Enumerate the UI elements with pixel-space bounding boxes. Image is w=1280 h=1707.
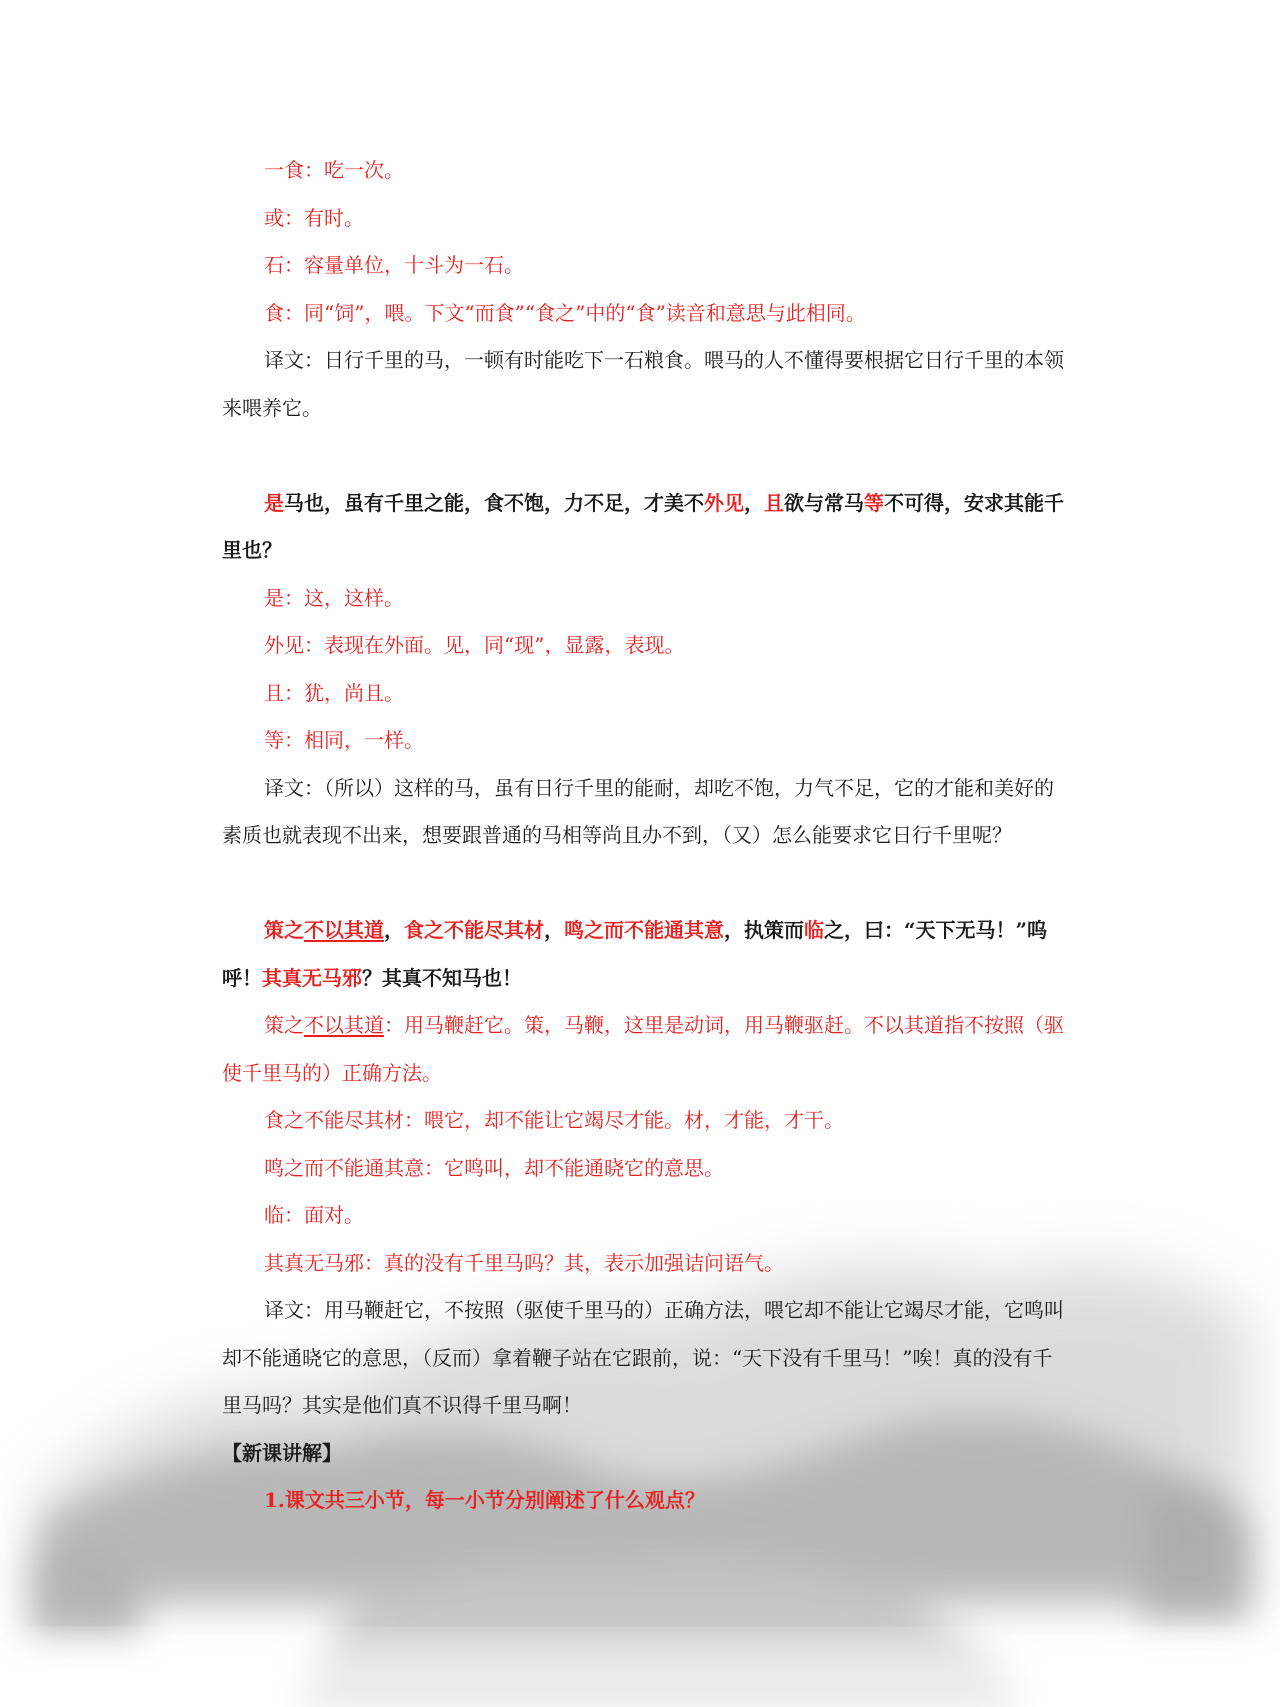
section-heading: 【新课讲解】 bbox=[222, 1440, 342, 1465]
note-term: 食 bbox=[264, 300, 284, 325]
document-page bbox=[222, 147, 1064, 1525]
translation-paragraph: 译文：用马鞭赶它，不按照（驱使千里马的）正确方法，喂它却不能让它竭尽才能，它鸣叫却不能通晓它的意思，（反而）拿着鞭子站在它跟前，说：“天下没有千里马！”唉！真的没有千里马吗？其实是他们真不识得千里马啊！ bbox=[222, 1298, 1064, 1417]
highlight-word: 其真无马邪 bbox=[262, 965, 362, 990]
note-item: 一食：吃一次。 bbox=[264, 158, 404, 182]
note-item: 外见：表现在外面。见，同“现”，显露，表现。 bbox=[264, 633, 685, 657]
note-definition: ：面对。 bbox=[284, 1203, 364, 1227]
note-term: 不以其道 bbox=[304, 1013, 384, 1037]
note-definition: ：用马鞭赶它。策，马鞭，这里是动词，用马鞭驱赶。不以其道指不按照（驱使千里马的）正确方法。 bbox=[222, 1013, 1064, 1085]
note-item: 等：相同，一样。 bbox=[264, 728, 424, 752]
note-term: 或 bbox=[264, 205, 284, 230]
highlight-word: 鸣之而不能通其意 bbox=[564, 918, 724, 942]
highlight-word: 食之不能尽其材 bbox=[404, 918, 544, 942]
note-definition: 表现在外面。见，同“现”，显露，表现。 bbox=[324, 633, 685, 657]
note-item: 食：同“饲”，喂。下文“而食”“食之”中的“食”读音和意思与此相同。 bbox=[264, 300, 866, 325]
note-term: 临 bbox=[264, 1203, 284, 1227]
note-item: 石：容量单位，十斗为一石。 bbox=[264, 253, 524, 277]
note-term: 其真无马邪 bbox=[264, 1250, 364, 1275]
note-definition: 吃一次。 bbox=[324, 158, 404, 182]
highlight-word: 临 bbox=[804, 918, 824, 942]
classical-passage: 策之不以其道，食之不能尽其材，鸣之而不能通其意，执策而临之，曰：“天下无马！”呜呼！其真无马邪？其真不知马也！ bbox=[222, 918, 1048, 990]
note-term: 是 bbox=[264, 585, 284, 610]
translation-paragraph: 译文：日行千里的马，一顿有时能吃下一石粮食。喂马的人不懂得要根据它日行千里的本领来喂养它。 bbox=[222, 348, 1064, 420]
note-item: 或：有时。 bbox=[264, 205, 364, 230]
note-term: 等 bbox=[264, 728, 284, 752]
note-definition: 相同，一样。 bbox=[304, 728, 424, 752]
note-term: 且 bbox=[264, 680, 284, 705]
note-item bbox=[222, 1002, 1064, 1097]
classical-passage: 是马也，虽有千里之能，食不饱，力不足，才美不外见，且欲与常马等不可得，安求其能千里也？ bbox=[222, 490, 1064, 562]
highlight-word: 是 bbox=[264, 490, 284, 515]
note-term: 食之不能尽其材 bbox=[264, 1108, 404, 1132]
note-term: 鸣之而不能通其意 bbox=[264, 1155, 424, 1180]
note-item: 是：这，这样。 bbox=[264, 585, 404, 610]
note-item bbox=[222, 1097, 1064, 1145]
highlight-word: 不以其道 bbox=[304, 918, 384, 942]
note-definition: ：喂它，却不能让它竭尽才能。材，才能，才干。 bbox=[404, 1108, 844, 1132]
note-item bbox=[222, 1145, 1064, 1193]
question-item: 1.课文共三小节，每一小节分别阐述了什么观点？ bbox=[264, 1488, 705, 1512]
translation-paragraph: 译文：（所以）这样的马，虽有日行千里的能耐，却吃不饱，力气不足，它的才能和美好的素质也就表现不出来，想要跟普通的马相等尚且办不到，（又）怎么能要求它日行千里呢？ bbox=[222, 775, 1054, 847]
note-item bbox=[222, 1192, 1064, 1240]
note-definition: ：真的没有千里马吗？其，表示加强诘问语气。 bbox=[364, 1250, 784, 1275]
note-definition: ：它鸣叫，却不能通晓它的意思。 bbox=[424, 1155, 724, 1180]
note-term: 石 bbox=[264, 253, 284, 277]
note-item: 且：犹，尚且。 bbox=[264, 680, 404, 705]
note-definition: 有时。 bbox=[304, 205, 364, 230]
highlight-word: 外见 bbox=[704, 490, 744, 515]
note-term: 一食 bbox=[264, 158, 304, 182]
highlight-word: 等 bbox=[864, 490, 884, 515]
note-item bbox=[222, 1240, 1064, 1288]
highlight-word: 策之 bbox=[264, 918, 304, 942]
highlight-word: 且 bbox=[764, 490, 784, 515]
note-term: 策之 bbox=[264, 1013, 304, 1037]
note-definition: 容量单位，十斗为一石。 bbox=[304, 253, 524, 277]
note-definition: 这，这样。 bbox=[304, 585, 404, 610]
note-definition: 同“饲”，喂。下文“而食”“食之”中的“食”读音和意思与此相同。 bbox=[304, 300, 866, 325]
note-definition: 犹，尚且。 bbox=[304, 680, 404, 705]
note-term: 外见 bbox=[264, 633, 304, 657]
